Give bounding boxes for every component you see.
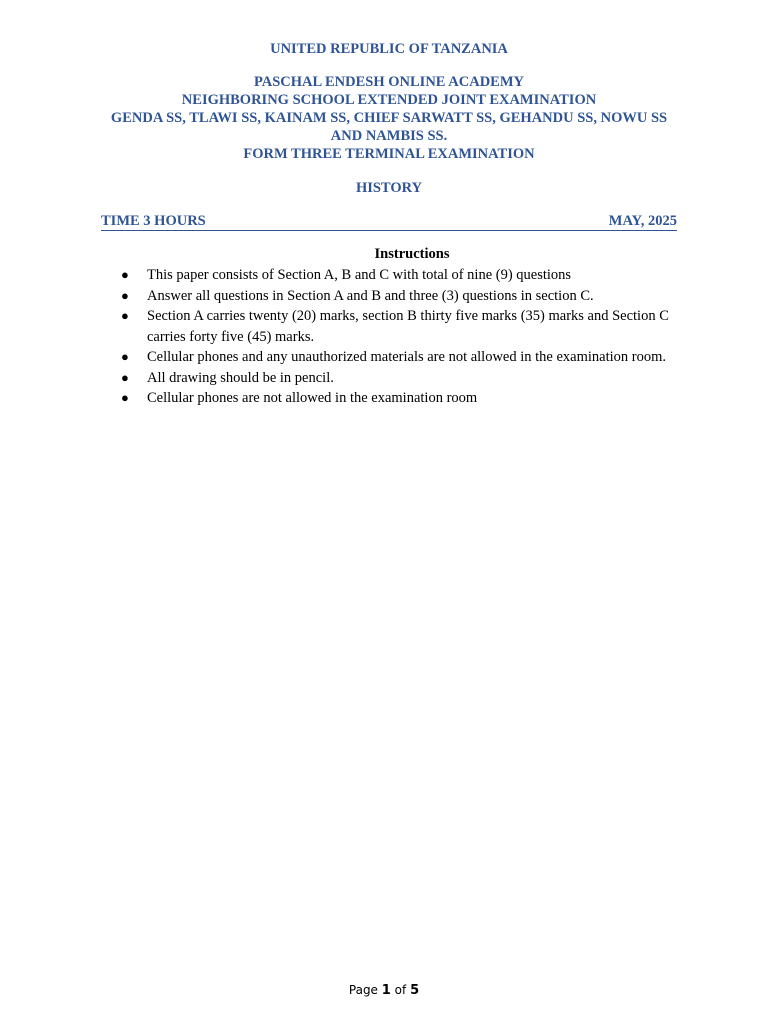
bullet-icon: ● xyxy=(121,308,129,323)
bullet-icon: ● xyxy=(121,267,129,282)
list-item xyxy=(121,286,681,307)
list-item xyxy=(121,368,681,389)
instructions-title: Instructions xyxy=(374,246,450,262)
instruction-text: Answer all questions in Section A and B and three (3) questions in section C. xyxy=(147,287,594,304)
form-heading: FORM THREE TERMINAL EXAMINATION xyxy=(243,146,535,162)
bullet-icon: ● xyxy=(121,349,129,364)
page-word: Page xyxy=(348,983,378,997)
time-date-row xyxy=(101,212,677,231)
total-pages-number: 5 xyxy=(410,983,420,998)
schools-heading: GENDA SS, TLAWI SS, KAINAM SS, CHIEF SARWATT SS, GEHANDU SS, NOWU SS AND NAMBIS SS. xyxy=(110,110,668,144)
list-item xyxy=(121,347,681,368)
list-item xyxy=(121,388,681,409)
of-word: of xyxy=(394,983,407,997)
subject-heading: HISTORY xyxy=(355,180,423,196)
exam-heading: NEIGHBORING SCHOOL EXTENDED JOINT EXAMINATION xyxy=(181,92,597,108)
instruction-text: All drawing should be in pencil. xyxy=(147,369,334,386)
instruction-text: Section A carries twenty (20) marks, section B thirty five marks (35) marks and Section C carries forty five (45) marks. xyxy=(147,308,669,345)
bullet-icon: ● xyxy=(121,287,129,303)
instruction-text: This paper consists of Section A, B and C with total of nine (9) questions xyxy=(147,267,572,283)
list-item xyxy=(121,265,681,286)
exam-date: MAY, 2025 xyxy=(608,213,677,229)
list-item xyxy=(121,306,681,347)
instruction-text: Cellular phones and any unauthorized materials are not allowed in the examination room. xyxy=(147,349,667,365)
instructions-list xyxy=(121,265,681,409)
bullet-icon: ● xyxy=(121,390,129,405)
country-heading: UNITED REPUBLIC OF TANZANIA xyxy=(270,41,508,57)
page-footer xyxy=(0,982,768,999)
academy-heading: PASCHAL ENDESH ONLINE ACADEMY xyxy=(253,74,525,90)
exam-duration: TIME 3 HOURS xyxy=(101,213,206,229)
current-page-number: 1 xyxy=(381,983,391,998)
bullet-icon: ● xyxy=(121,369,129,385)
instruction-text: Cellular phones are not allowed in the examination room xyxy=(147,390,478,406)
